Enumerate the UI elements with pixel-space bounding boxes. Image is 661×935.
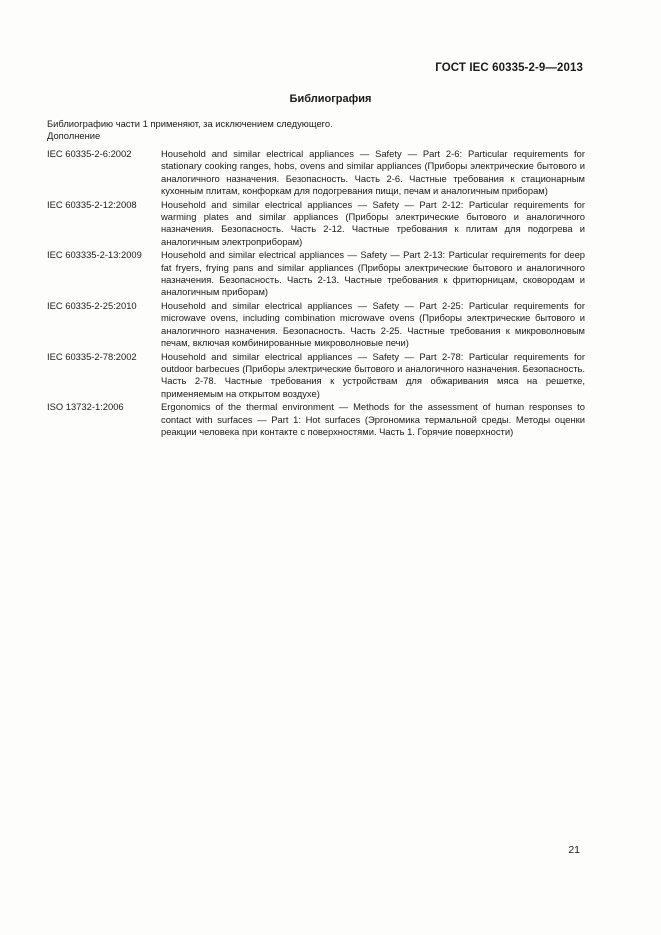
reference-entry xyxy=(47,148,585,198)
reference-entry xyxy=(47,401,585,438)
reference-code: IEC 60335-2-12:2008 xyxy=(47,198,137,210)
intro-addendum: Дополнение xyxy=(47,130,101,142)
reference-description: Household and similar electrical appliances — Safety — Part 2-78: Particular requirements for outdoor barbecues (Приборы электрические бытового и аналогичного назначения. Безопасность. Часть 2-78. Частные требования к устройствам для обжаривания мяса на решетке, применяемым на открытом воздухе) xyxy=(161,350,585,399)
intro-line: Библиографию части 1 применяют, за исключением следующего. xyxy=(47,118,333,129)
reference-entry xyxy=(47,351,585,401)
reference-description: Household and similar electrical appliances — Safety — Part 2-25: Particular requirements for microwave ovens, including combination microwave ovens (Приборы электрические бытового и аналогичного назначения. Безопасность. Часть 2-25. Частные требования к микроволновым печам, включая комбинированные микроволновые печи) xyxy=(161,299,585,349)
reference-code: IEC 60335-2-25:2010 xyxy=(47,299,137,311)
reference-entry xyxy=(47,199,585,249)
reference-description: Household and similar electrical appliances — Safety — Part 2-6: Particular requirements for stationary cooking ranges, hobs, ovens and similar appliances (Приборы электрические бытового и аналогичного назначения. Безопасность. Часть 2-6. Частные требования к стационарным кухонным плитам, конфоркам для подогревания пищи, печам и аналогичным приборам) xyxy=(161,148,585,197)
reference-code: IEC 603335-2-13:2009 xyxy=(47,249,142,261)
page-number: 21 xyxy=(568,844,580,856)
reference-entry xyxy=(47,249,585,299)
reference-entry xyxy=(47,300,585,350)
reference-description: Household and similar electrical appliances — Safety — Part 2-12: Particular requirements for warming plates and similar appliances (Приборы электрические бытового и аналогичного назначения. Безопасность. Часть 2-12. Частные требования к плитам для подогрева и аналогичным электроприборам) xyxy=(161,198,585,247)
reference-code: IEC 60335-2-6:2002 xyxy=(47,148,132,159)
section-title: Библиография xyxy=(289,93,372,105)
standard-header: ГОСТ IEC 60335-2-9—2013 xyxy=(435,62,583,74)
reference-code: ISO 13732-1:2006 xyxy=(47,401,124,413)
reference-list xyxy=(47,148,585,439)
reference-description: Ergonomics of the thermal environment — Methods for the assessment of human responses to contact with surfaces — Part 1: Hot surfaces (Эргономика термальной среды. Методы оценки реакции человека при контакте с поверхностями. Часть 1. Горячие поверхности) xyxy=(161,401,585,437)
reference-description: Household and similar electrical appliances — Safety — Part 2-13: Particular requirements for deep fat fryers, frying pans and similar appliances (Приборы электрические бытового и аналогичного назначения. Безопасность. Часть 2-13. Частные требования к фритюрницам, сковородам и аналогичным приборам) xyxy=(161,249,585,298)
reference-code: IEC 60335-2-78:2002 xyxy=(47,350,137,362)
intro-text xyxy=(47,118,333,143)
